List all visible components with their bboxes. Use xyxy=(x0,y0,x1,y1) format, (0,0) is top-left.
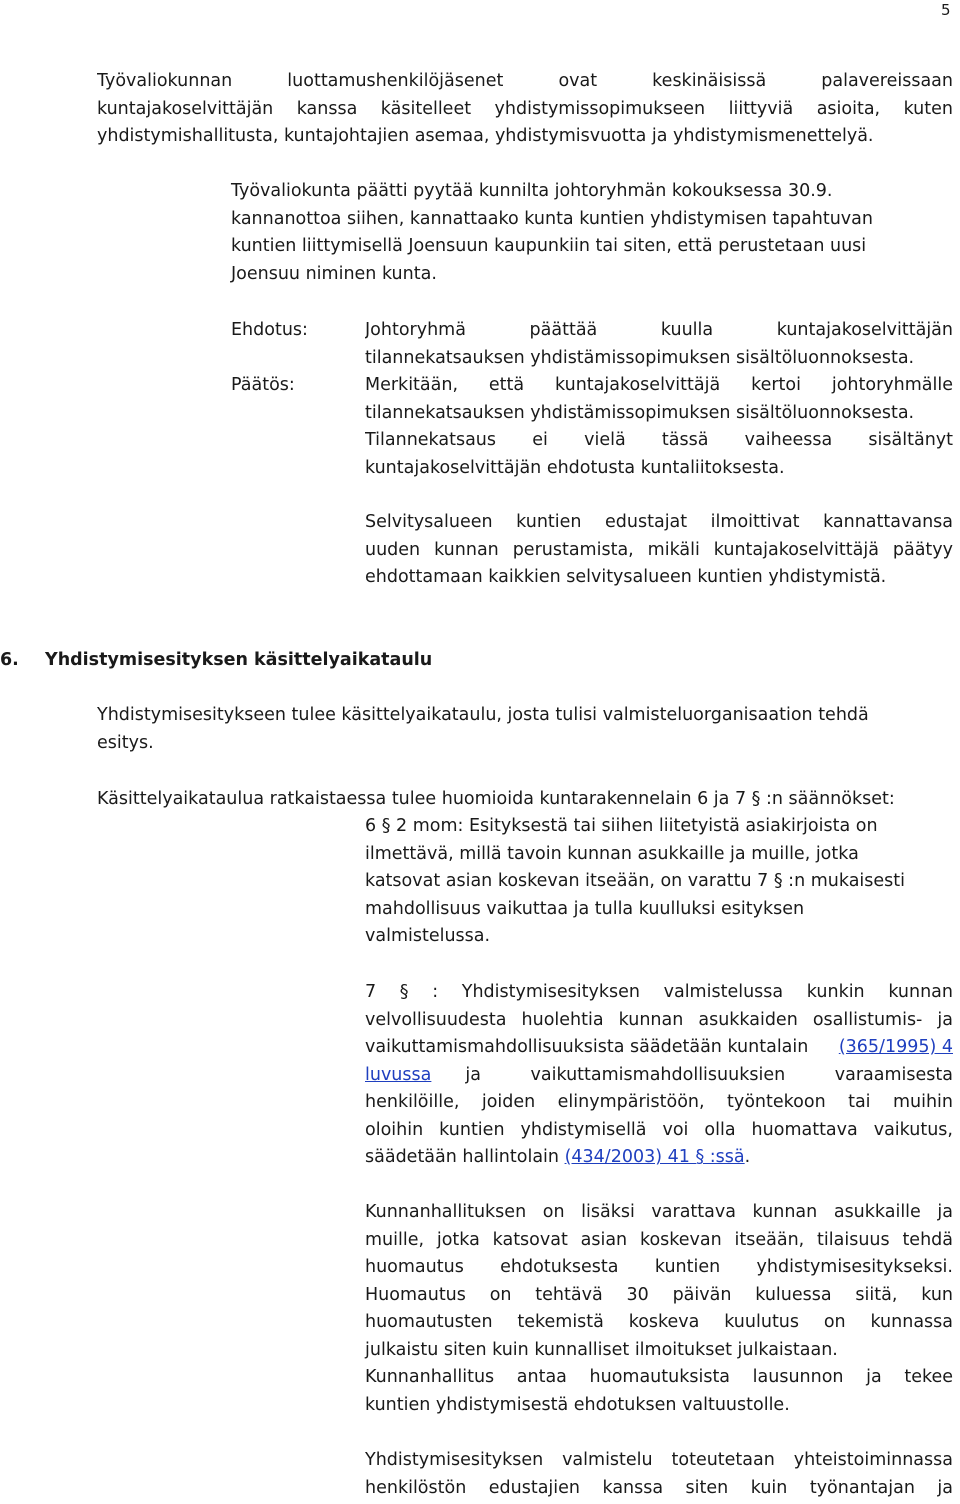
text-line xyxy=(365,1062,953,1090)
section-title: Yhdistymisesityksen käsittelyaikataulu xyxy=(45,650,433,670)
kuntalaki-link[interactable]: (365/1995) 4 xyxy=(838,1037,953,1057)
yhdistymisesitys-paragraph xyxy=(365,1447,953,1502)
law-quote-6 xyxy=(365,813,953,951)
text-line: Yhdistymisesityksen valmistelu toteutetaan yhteistoiminnassa xyxy=(365,1450,953,1470)
text-line: henkilöille, joiden elinympäristöön, työntekoon tai muihin xyxy=(365,1092,953,1112)
text-line: huomautus ehdotuksesta kuntien yhdistymisesitykseksi. xyxy=(365,1257,953,1277)
text-line: 6 § 2 mom: Esityksestä tai siihen liitetyistä asiakirjoista on xyxy=(365,816,878,836)
text-fragment: ja vaikuttamismahdollisuuksien varaamisesta xyxy=(465,1064,953,1085)
text-fragment: säädetään hallintolain xyxy=(365,1147,565,1167)
section6-paragraph-1 xyxy=(97,702,953,757)
text-line: Tilannekatsaus ei vielä tässä vaiheessa sisältänyt xyxy=(365,430,953,450)
text-line: Joensuu niminen kunta. xyxy=(231,263,437,284)
text-line: esitys. xyxy=(97,732,154,753)
paatos-text xyxy=(365,372,953,482)
text-line: Huomautus on tehtävä 30 päivän kuluessa siitä, kun xyxy=(365,1284,953,1305)
kunnanhallitus-paragraph xyxy=(365,1199,953,1419)
section-number: 6. xyxy=(0,650,19,670)
paatos-label: Päätös: xyxy=(231,375,295,395)
section6-paragraph-2 xyxy=(97,786,953,814)
ehdotus-label: Ehdotus: xyxy=(231,320,308,340)
text-line: Selvitysalueen kuntien edustajat ilmoittivat kannattavansa xyxy=(365,512,953,532)
text-line: yhdistymishallitusta, kuntajohtajien asemaa, yhdistymisvuotta ja yhdistymismenettelyä. xyxy=(97,126,874,146)
section-heading xyxy=(0,647,600,675)
text-line: katsovat asian koskevan itseään, on varattu 7 § :n mukaisesti xyxy=(365,871,906,891)
text-line: tilannekatsauksen yhdistämissopimuksen sisältöluonnoksesta. xyxy=(365,347,915,368)
text-line: Kunnanhallitus antaa huomautuksista lausunnon ja tekee xyxy=(365,1367,953,1387)
text-line: kannanottoa siihen, kannattaako kunta kuntien yhdistymisen tapahtuvan xyxy=(231,208,873,229)
text-line xyxy=(365,1144,953,1172)
text-line: oloihin kuntien yhdistymisellä voi olla huomattava vaikutus, xyxy=(365,1119,953,1140)
text-line: 7 § : Yhdistymisesityksen valmistelussa kunkin kunnan xyxy=(365,982,953,1002)
text-line: julkaistu siten kuin kunnalliset ilmoitukset julkaistaan. xyxy=(365,1339,838,1360)
selvitysalue-paragraph xyxy=(365,509,953,592)
text-line: valmistelussa. xyxy=(365,926,491,946)
text-line: Johtoryhmä päättää kuulla kuntajakoselvittäjän xyxy=(365,320,953,340)
text-line: huomautusten tekemistä koskeva kuulutus on kunnassa xyxy=(365,1312,953,1332)
page-number: 5 xyxy=(941,1,951,19)
text-line: kuntajakoselvittäjän kanssa käsitelleet yhdistymissopimukseen liittyviä asioita, kuten xyxy=(97,98,953,119)
text-fragment: vaikuttamismahdollisuuksista säädetään kuntalain xyxy=(365,1037,809,1057)
kuntalaki-link-cont[interactable]: luvussa xyxy=(365,1064,432,1085)
text-line: Työvaliokunnan luottamushenkilöjäsenet ovat keskinäisissä palavereissaan xyxy=(97,71,953,91)
text-line: kuntien yhdistymisestä ehdotuksen valtuustolle. xyxy=(365,1394,790,1415)
text-line: muille, jotka katsovat asian koskevan itseään, tilaisuus tehdä xyxy=(365,1229,953,1250)
text-line: ilmettävä, millä tavoin kunnan asukkaille ja muille, jotka xyxy=(365,843,859,864)
hallintolaki-link[interactable]: (434/2003) 41 § :ssä xyxy=(564,1147,745,1167)
text-line: tilannekatsauksen yhdistämissopimuksen sisältöluonnoksesta. xyxy=(365,402,915,423)
text-line: Merkitään, että kuntajakoselvittäjä kertoi johtoryhmälle xyxy=(365,375,953,395)
ehdotus-text xyxy=(365,317,953,372)
text-line: kuntajakoselvittäjän ehdotusta kuntaliitoksesta. xyxy=(365,457,785,478)
intro-paragraph xyxy=(97,68,953,151)
text-line xyxy=(365,1034,953,1062)
text-fragment: . xyxy=(744,1147,751,1167)
text-line: velvollisuudesta huolehtia kunnan asukkaiden osallistumis- ja xyxy=(365,1009,953,1030)
text-line: Kunnanhallituksen on lisäksi varattava kunnan asukkaille ja xyxy=(365,1202,953,1222)
text-line: henkilöstön edustajien kanssa siten kuin työnantajan ja xyxy=(365,1477,953,1498)
text-line: uuden kunnan perustamista, mikäli kuntajakoselvittäjä päätyy xyxy=(365,539,953,560)
text-line: Yhdistymisesitykseen tulee käsittelyaikataulu, josta tulisi valmisteluorganisaation tehdä xyxy=(97,705,869,725)
tyovaliokunta-paragraph xyxy=(231,178,871,288)
text-line: Käsittelyaikataulua ratkaistaessa tulee huomioida kuntarakennelain 6 ja 7 § :n säännökset: xyxy=(97,789,895,809)
text-line: kuntien liittymisellä Joensuun kaupunkiin tai siten, että perustetaan uusi xyxy=(231,236,867,256)
text-line: ehdottamaan kaikkien selvitysalueen kuntien yhdistymistä. xyxy=(365,567,887,587)
law-quote-7 xyxy=(365,979,953,1172)
text-line: Työvaliokunta päätti pyytää kunnilta johtoryhmän kokouksessa 30.9. xyxy=(231,181,833,201)
text-line: mahdollisuus vaikuttaa ja tulla kuulluksi esityksen xyxy=(365,898,805,919)
